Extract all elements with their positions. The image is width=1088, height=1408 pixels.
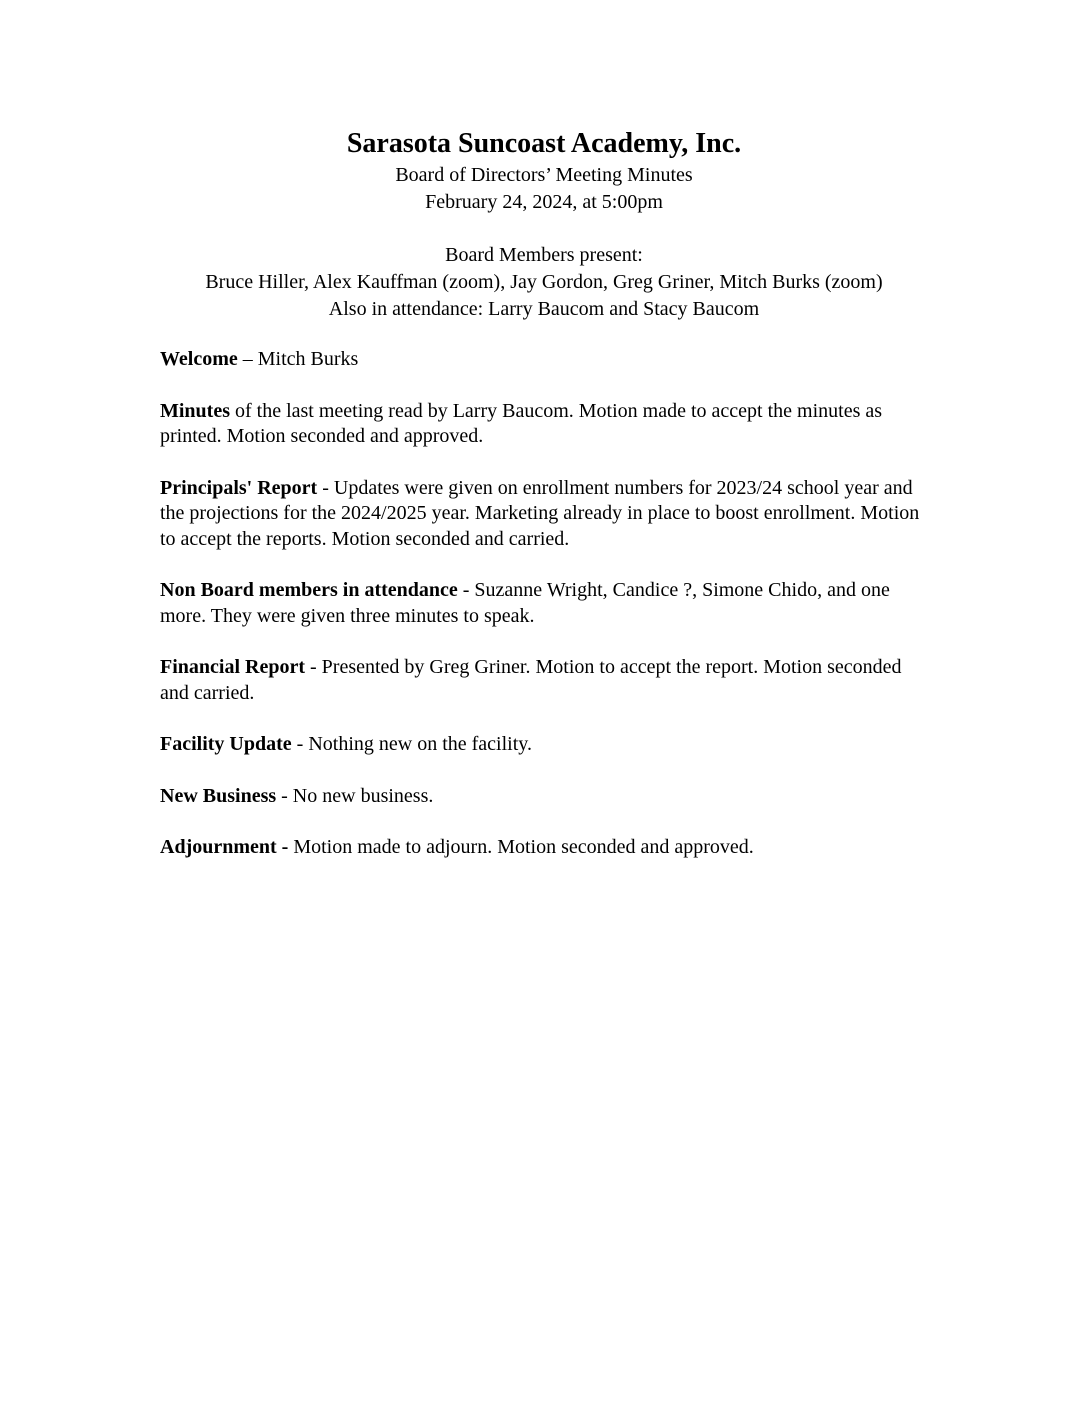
section-minutes — [160, 399, 920, 450]
section-text: - Nothing new on the facility. — [291, 733, 532, 755]
members-present-list: Bruce Hiller, Alex Kauffman (zoom), Jay Gordon, Greg Griner, Mitch Burks (zoom) — [205, 271, 883, 293]
section-label: Facility Update — [160, 733, 292, 755]
meeting-date-time: February 24, 2024, at 5:00pm — [425, 191, 663, 213]
document-type: Board of Directors’ Meeting Minutes — [395, 164, 693, 186]
attendance-block — [0, 242, 1088, 323]
section-financial-report — [160, 655, 920, 706]
section-label: Minutes — [160, 399, 230, 422]
section-label: New Business — [160, 784, 277, 807]
section-non-board-members — [160, 578, 920, 629]
section-text: Motion made to adjourn. Motion seconded and approved. — [288, 836, 754, 858]
section-text: – Mitch Burks — [237, 348, 359, 370]
document-header — [0, 126, 1088, 323]
section-label: Non Board members in attendance — [160, 579, 458, 601]
section-new-business — [160, 784, 920, 810]
section-label: Adjournment - — [160, 836, 289, 858]
section-text: of the last meeting read by Larry Baucom. Motion made to accept the minutes as printed. Motion seconded and approved. — [160, 399, 883, 447]
section-label: Principals' Report — [160, 476, 318, 499]
also-in-attendance: Also in attendance: Larry Baucom and Stacy Baucom — [328, 298, 760, 320]
members-present-heading: Board Members present: — [445, 244, 643, 266]
section-text: - No new business. — [276, 784, 434, 807]
section-welcome — [160, 347, 920, 373]
section-principals-report — [160, 476, 920, 553]
section-text: - Suzanne Wright, Candice ?, Simone Chido, and one more. They were given three minutes to speak. — [160, 579, 890, 627]
section-label: Welcome — [160, 348, 238, 370]
section-adjournment — [160, 835, 920, 861]
minutes-body — [160, 347, 920, 887]
section-label: Financial Report — [160, 656, 305, 678]
section-text: - Presented by Greg Griner. Motion to accept the report. Motion seconded and carried. — [160, 656, 902, 704]
organization-name: Sarasota Suncoast Academy, Inc. — [346, 128, 742, 159]
section-facility-update — [160, 732, 920, 758]
section-text: - Updates were given on enrollment numbers for 2023/24 school year and the projections for the 2024/2025 year. Marketing already in place to boost enrollment. Motion to accept the reports. Motion seconded and carried. — [160, 476, 920, 550]
